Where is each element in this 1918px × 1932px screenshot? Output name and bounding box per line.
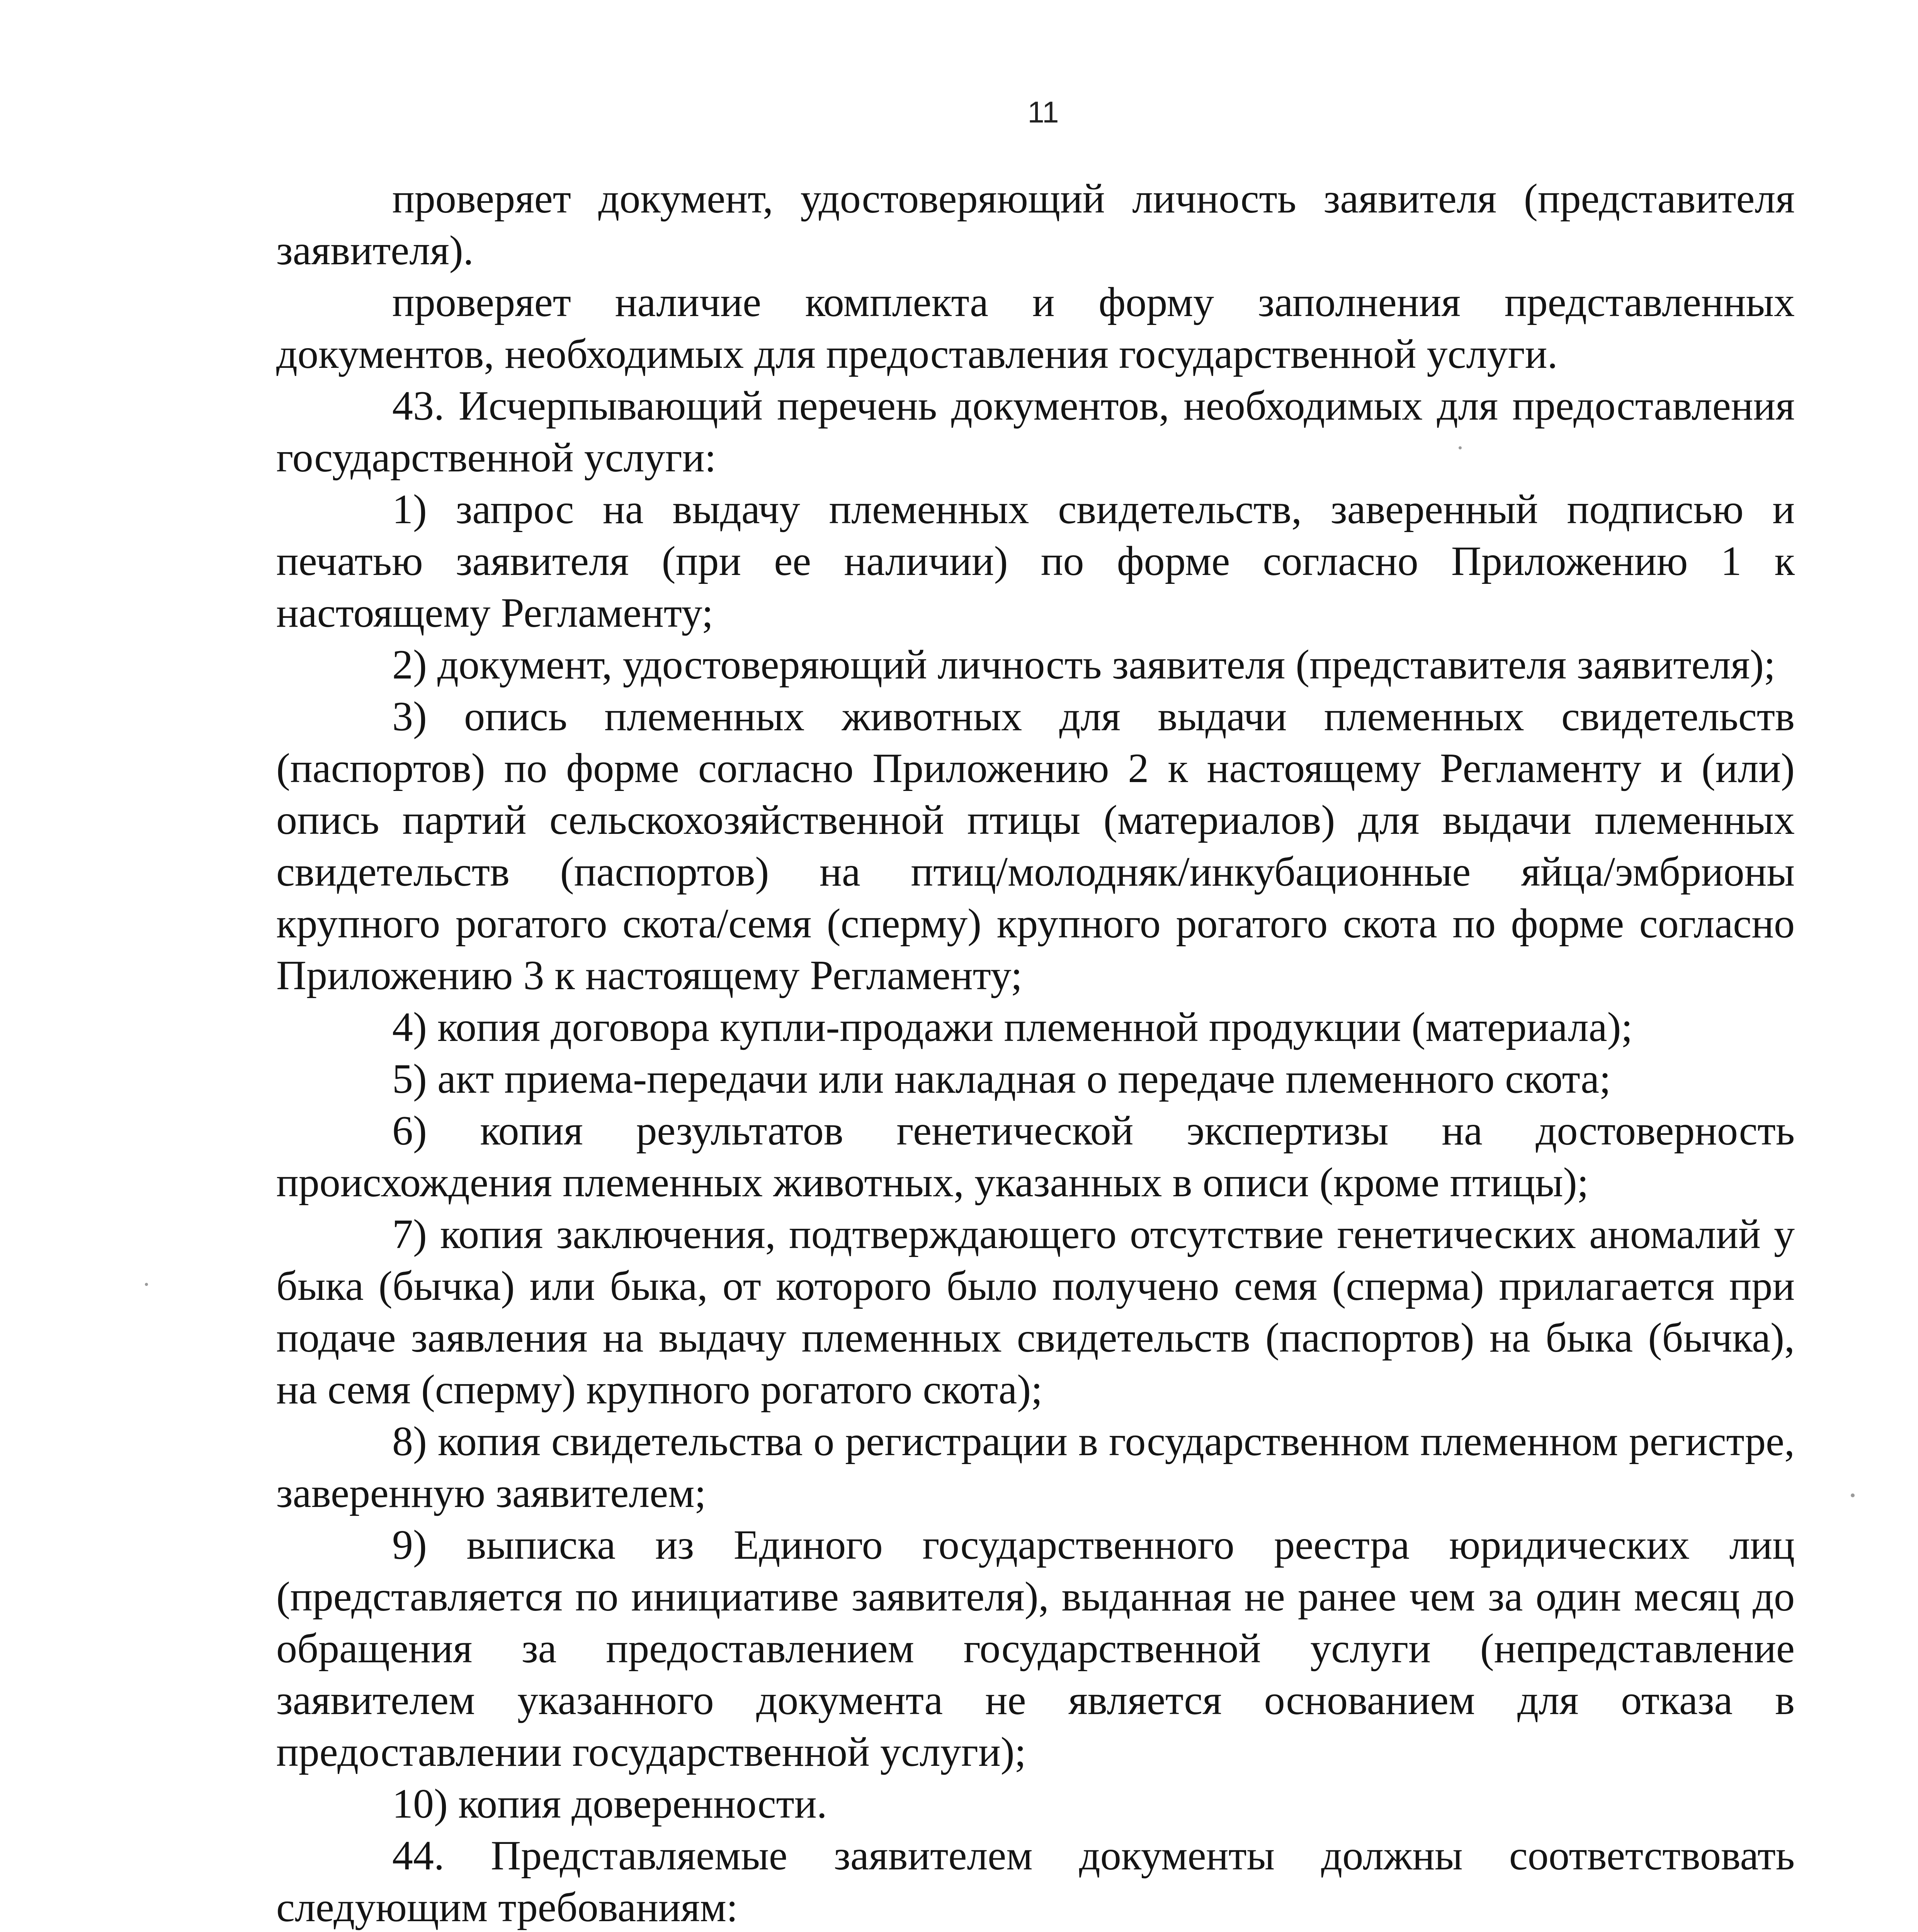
document-body bbox=[276, 173, 1795, 1932]
paragraph-43-heading: 43. Исчерпывающий перечень документов, необходимых для предоставления государственной услуги: bbox=[276, 383, 1795, 481]
list-item-43-9: 9) выписка из Единого государственного реестра юридических лиц (представляется по инициативе заявителя), выданная не ранее чем за один месяц до обращения за предоставлением государственной услуги (непредставление заявителем указанного документа не является основанием для отказа в предоставлении государственной услуги); bbox=[276, 1522, 1795, 1775]
scan-speck bbox=[145, 1283, 148, 1286]
list-item-43-6: 6) копия результатов генетической экспертизы на достоверность происхождения племенных животных, указанных в описи (кроме птицы); bbox=[276, 1108, 1795, 1206]
list-item-43-5: 5) акт приема-передачи или накладная о передаче племенного скота; bbox=[392, 1056, 1611, 1102]
list-item-43-4: 4) копия договора купли-продажи племенной продукции (материала); bbox=[392, 1004, 1633, 1050]
paragraph-verify-identity: проверяет документ, удостоверяющий личность заявителя (представителя заявителя). bbox=[276, 176, 1795, 274]
paragraph-verify-completeness: проверяет наличие комплекта и форму заполнения представленных документов, необходимых для предоставления государственной услуги. bbox=[276, 279, 1795, 377]
list-item-43-1: 1) запрос на выдачу племенных свидетельств, заверенный подписью и печатью заявителя (при ее наличии) по форме согласно Приложению 1 к настоящему Регламенту; bbox=[276, 486, 1795, 636]
scan-speck bbox=[1459, 446, 1462, 449]
list-item-43-2: 2) документ, удостоверяющий личность заявителя (представителя заявителя); bbox=[392, 642, 1776, 688]
list-item-43-10: 10) копия доверенности. bbox=[392, 1781, 827, 1827]
scan-speck bbox=[1851, 1493, 1855, 1497]
list-item-43-7: 7) копия заключения, подтверждающего отсутствие генетических аномалий у быка (бычка) или быка, от которого было получено семя (сперма) прилагается при подаче заявления на выдачу племенных свидетельств (паспортов) на быка (бычка), на семя (сперму) крупного рогатого скота); bbox=[276, 1211, 1795, 1413]
list-item-43-8: 8) копия свидетельства о регистрации в государственном племенном регистре, заверенную заявителем; bbox=[276, 1418, 1795, 1516]
list-item-43-3: 3) опись племенных животных для выдачи племенных свидетельств (паспортов) по форме согласно Приложению 2 к настоящему Регламенту и (или) опись партий сельскохозяйственной птицы (материалов) для выдачи племенных свидетельств (паспортов) на птиц/молодняк/инкубационные яйца/эмбрионы крупного рогатого скота/семя (сперму) крупного рогатого скота по форме согласно Приложению 3 к настоящему Регламенту; bbox=[276, 694, 1795, 998]
page-number: 11 bbox=[1027, 95, 1059, 129]
paragraph-44-heading: 44. Представляемые заявителем документы должны соответствовать следующим требованиям: bbox=[276, 1833, 1795, 1930]
